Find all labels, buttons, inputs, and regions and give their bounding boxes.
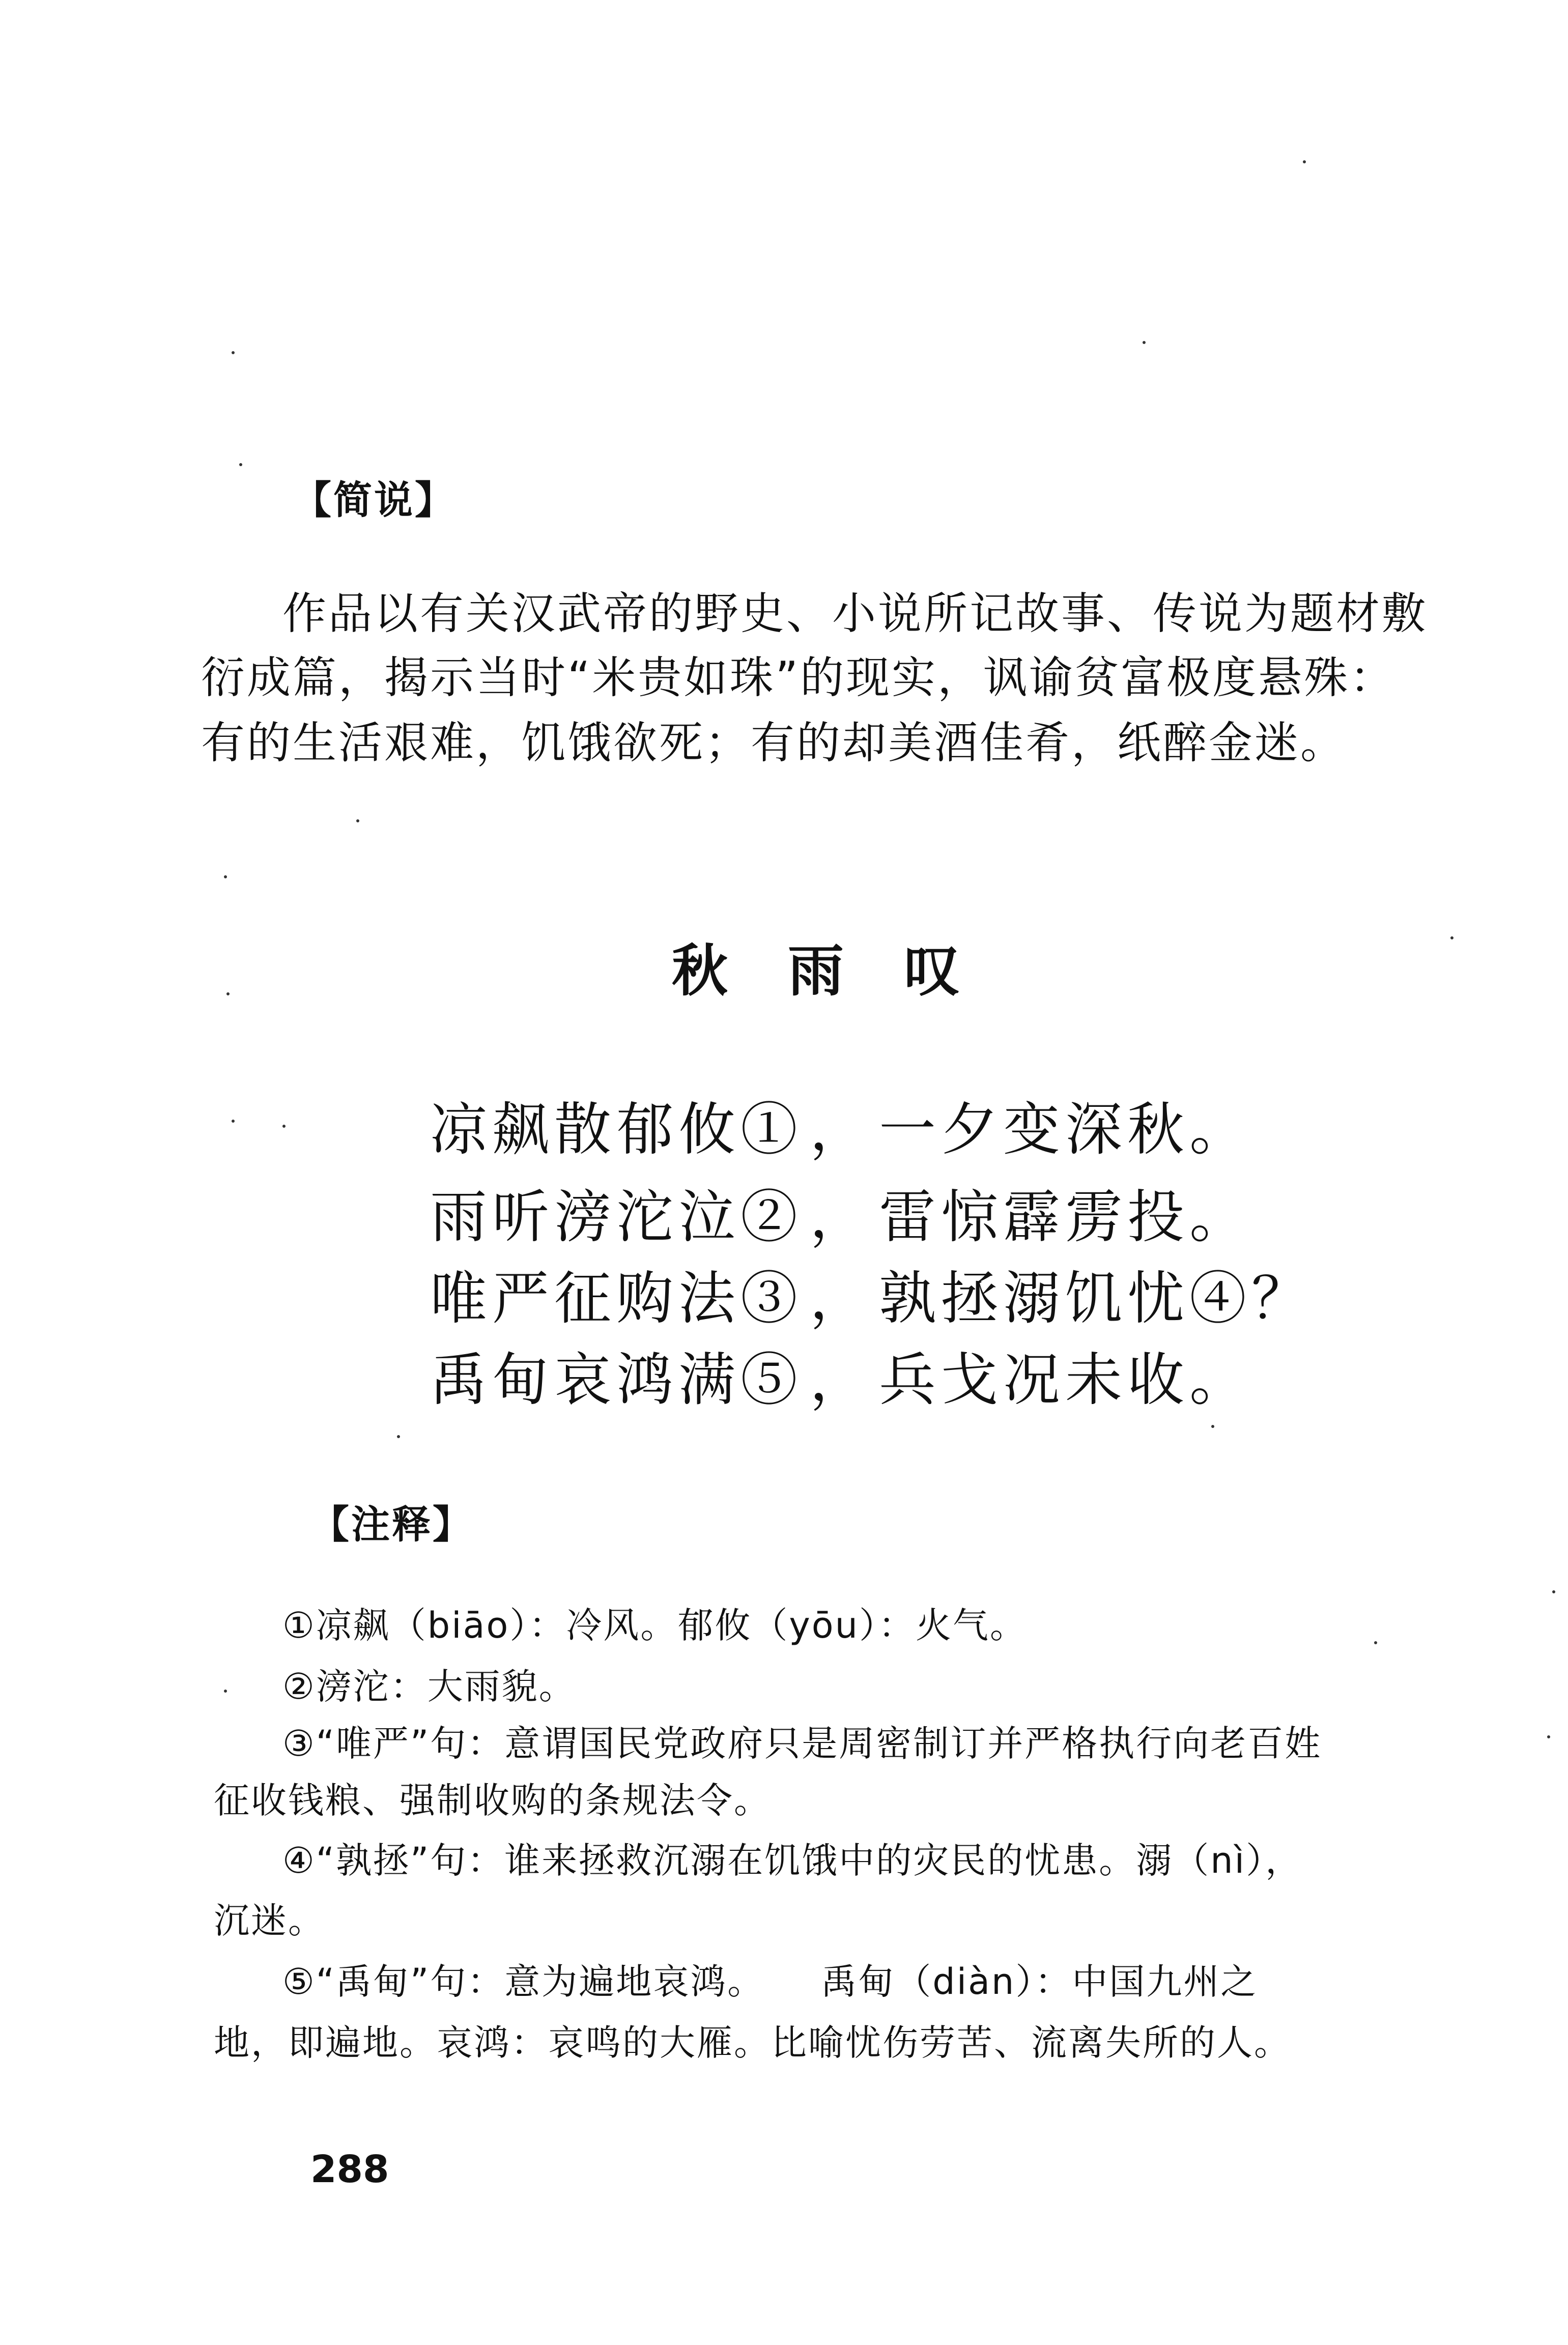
poem-line-separator: ， xyxy=(810,1347,872,1413)
poem-line-first-half: 雨听滂沱泣② xyxy=(430,1184,803,1250)
commentary-line: 作品以有关汉武帝的野史、小说所记故事、传说为题材敷 xyxy=(282,588,1428,639)
poem-title-char: 秋 xyxy=(672,938,728,1004)
poem-line xyxy=(430,1334,1251,1416)
poem-line-first-half: 唯严征购法③ xyxy=(430,1266,803,1332)
note-line: ①凉飙（biāo）：冷风。郁攸（yōu）：火气。 xyxy=(282,1605,1027,1646)
poem-title-char: 叹 xyxy=(904,938,960,1004)
poem-line xyxy=(430,1084,1251,1166)
poem-line-first-half: 凉飙散郁攸① xyxy=(430,1097,803,1163)
note-line: ②滂沱：大雨貌。 xyxy=(282,1666,576,1707)
poem-line xyxy=(430,1253,1314,1335)
poem-line-second-half: 孰拯溺饥忧④？ xyxy=(879,1266,1314,1332)
notes-heading: 【注释】 xyxy=(310,1502,473,1547)
poem-line-separator: ， xyxy=(810,1097,872,1163)
poem-line-separator: ， xyxy=(810,1266,872,1332)
poem-line-separator: ， xyxy=(810,1184,872,1250)
note-line: ③“唯严”句：意谓国民党政府只是周密制订并严格执行向老百姓 xyxy=(282,1723,1322,1764)
commentary-heading: 【简说】 xyxy=(293,477,455,523)
note-line: 征收钱粮、强制收购的条规法令。 xyxy=(214,1780,771,1821)
commentary-line: 有的生活艰难，饥饿欲死；有的却美酒佳肴，纸醉金迷。 xyxy=(201,718,1346,768)
poem-line-second-half: 雷惊霹雳投。 xyxy=(879,1184,1251,1250)
note-line: 地，即遍地。哀鸿：哀鸣的大雁。比喻忧伤劳苦、流离失所的人。 xyxy=(214,2022,1291,2064)
note-line: 沉迷。 xyxy=(214,1900,325,1941)
poem-title xyxy=(672,926,960,1007)
page-number: 288 xyxy=(310,2148,389,2191)
poem-line xyxy=(430,1171,1251,1253)
note-line: ⑤“禹甸”句：意为遍地哀鸿。 禹甸（diàn）：中国九州之 xyxy=(282,1961,1258,2003)
poem-line-second-half: 兵戈况未收。 xyxy=(879,1347,1251,1413)
poem-line-second-half: 一夕变深秋。 xyxy=(879,1097,1251,1163)
poem-line-first-half: 禹甸哀鸿满⑤ xyxy=(430,1347,803,1413)
note-line: ④“孰拯”句：谁来拯救沉溺在饥饿中的灾民的忧患。溺（nì）， xyxy=(282,1840,1303,1881)
commentary-line: 衍成篇，揭示当时“米贵如珠”的现实，讽谕贫富极度悬殊： xyxy=(201,652,1396,703)
poem-title-char: 雨 xyxy=(788,938,844,1004)
